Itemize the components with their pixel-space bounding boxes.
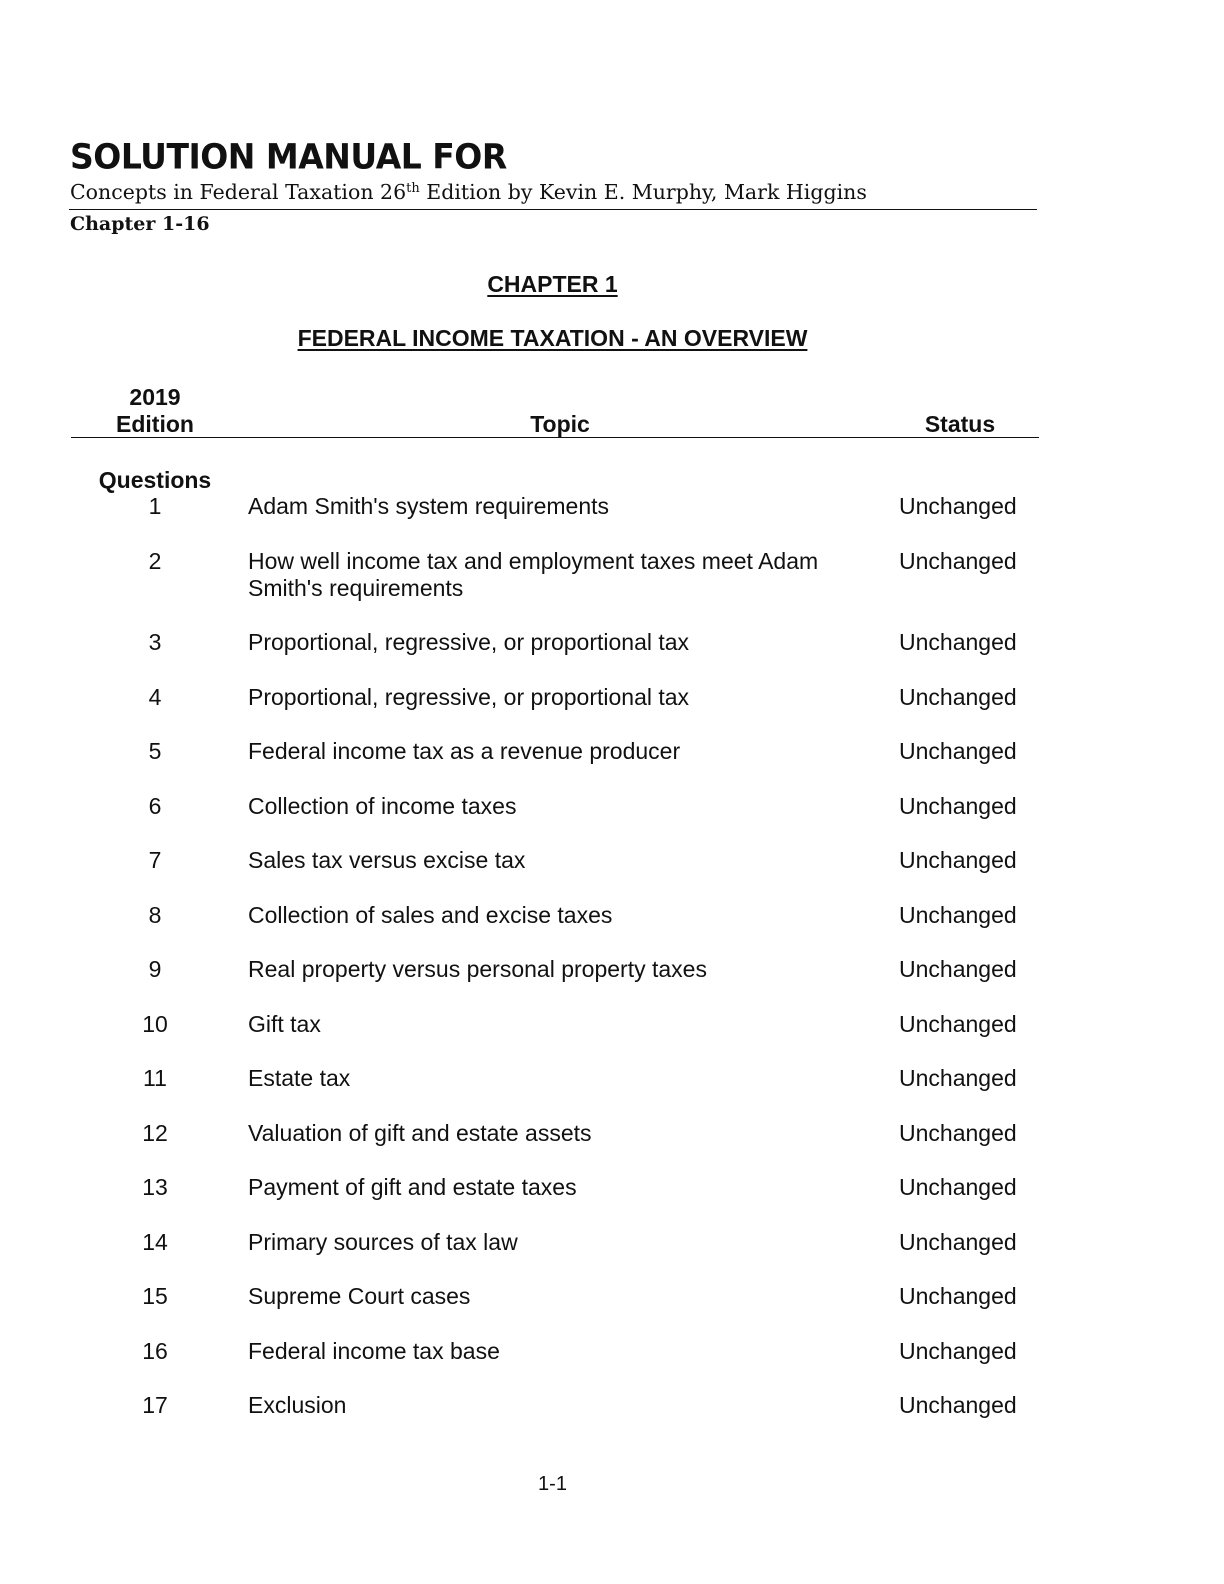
table-row (0, 684, 1224, 711)
question-number: 7 (148, 847, 162, 873)
table-row (0, 493, 1224, 520)
question-number: 4 (148, 683, 162, 710)
column-header-topic: Topic (530, 411, 590, 437)
question-number: 3 (148, 629, 162, 655)
table-row (0, 956, 1224, 983)
table-row (0, 1011, 1224, 1038)
table-row (0, 1120, 1224, 1147)
subtitle-text: Concepts in Federal Taxation 26 (70, 180, 407, 204)
chapter-range: Chapter 1-16 (70, 213, 210, 235)
question-status: Unchanged (899, 738, 1017, 764)
question-status: Unchanged (899, 901, 1017, 928)
question-status: Unchanged (899, 547, 1017, 574)
chapter-heading-text: CHAPTER 1 (487, 271, 618, 297)
table-row (0, 1174, 1224, 1201)
table-row (0, 1065, 1224, 1092)
question-topic: Collection of income taxes (248, 792, 517, 819)
column-header-edition-label: Edition (116, 411, 194, 437)
question-topic: Adam Smith's system requirements (248, 493, 610, 519)
column-header-status: Status (924, 411, 996, 437)
question-status: Unchanged (899, 683, 1017, 710)
question-topic: Federal income tax base (248, 1337, 500, 1364)
question-number: 11 (143, 1065, 167, 1091)
question-number: 5 (148, 738, 162, 764)
table-row (0, 738, 1224, 765)
section-label-questions: Questions (98, 467, 212, 493)
column-header-edition-year: 2019 (129, 384, 181, 410)
table-row (0, 847, 1224, 874)
question-topic: Proportional, regressive, or proportional tax (248, 683, 690, 710)
question-topic: Sales tax versus excise tax (248, 847, 526, 873)
question-number: 14 (142, 1228, 168, 1255)
question-topic: Payment of gift and estate taxes (248, 1174, 577, 1200)
question-number: 12 (142, 1119, 168, 1146)
column-header-edition (95, 384, 215, 438)
table-row (0, 629, 1224, 656)
question-topic: Supreme Court cases (248, 1283, 471, 1309)
question-topic: Primary sources of tax law (248, 1228, 518, 1255)
question-status: Unchanged (899, 1065, 1017, 1091)
question-status: Unchanged (899, 956, 1017, 982)
table-row (0, 1338, 1224, 1365)
table-row (0, 902, 1224, 929)
question-status: Unchanged (899, 629, 1017, 655)
table-row (0, 1283, 1224, 1310)
question-topic: Federal income tax as a revenue producer (248, 738, 681, 764)
table-row (0, 1229, 1224, 1256)
question-number: 1 (148, 493, 162, 519)
subtitle-authors: Edition by Kevin E. Murphy, Mark Higgins (419, 180, 867, 204)
question-number: 17 (142, 1392, 168, 1418)
question-status: Unchanged (899, 493, 1017, 519)
question-number: 6 (148, 792, 162, 819)
question-topic: Collection of sales and excise taxes (248, 901, 613, 928)
question-topic: How well income tax and employment taxes meet Adam Smith's requirements (248, 547, 819, 601)
question-topic: Exclusion (248, 1392, 347, 1418)
question-status: Unchanged (899, 1283, 1017, 1309)
table-header-divider (71, 437, 1039, 438)
question-status: Unchanged (899, 847, 1017, 873)
questions-table (0, 493, 1224, 1447)
chapter-subheading (0, 325, 1105, 352)
question-topic: Valuation of gift and estate assets (248, 1119, 592, 1146)
question-number: 2 (148, 547, 162, 574)
question-topic: Estate tax (248, 1065, 351, 1091)
question-number: 9 (148, 956, 162, 982)
question-status: Unchanged (899, 1010, 1017, 1037)
question-number: 15 (142, 1283, 168, 1309)
question-topic: Gift tax (248, 1010, 321, 1037)
question-number: 10 (142, 1010, 168, 1037)
question-status: Unchanged (899, 1337, 1017, 1364)
header-divider (69, 209, 1037, 210)
document-title: SOLUTION MANUAL FOR (70, 136, 507, 177)
question-number: 16 (142, 1337, 168, 1364)
question-topic: Proportional, regressive, or proportional tax (248, 629, 690, 655)
book-subtitle (70, 180, 867, 204)
question-number: 8 (148, 901, 162, 928)
chapter-heading (0, 271, 1105, 298)
question-number: 13 (142, 1174, 168, 1200)
table-row (0, 548, 1224, 602)
table-row (0, 793, 1224, 820)
question-status: Unchanged (899, 1119, 1017, 1146)
question-status: Unchanged (899, 1174, 1017, 1200)
page-number: 1-1 (538, 1473, 567, 1495)
question-status: Unchanged (899, 1228, 1017, 1255)
table-row (0, 1392, 1224, 1419)
question-status: Unchanged (899, 792, 1017, 819)
question-topic: Real property versus personal property taxes (248, 956, 707, 982)
question-status: Unchanged (899, 1392, 1017, 1418)
chapter-subheading-text: FEDERAL INCOME TAXATION - AN OVERVIEW (297, 325, 808, 351)
subtitle-superscript: th (406, 181, 420, 196)
